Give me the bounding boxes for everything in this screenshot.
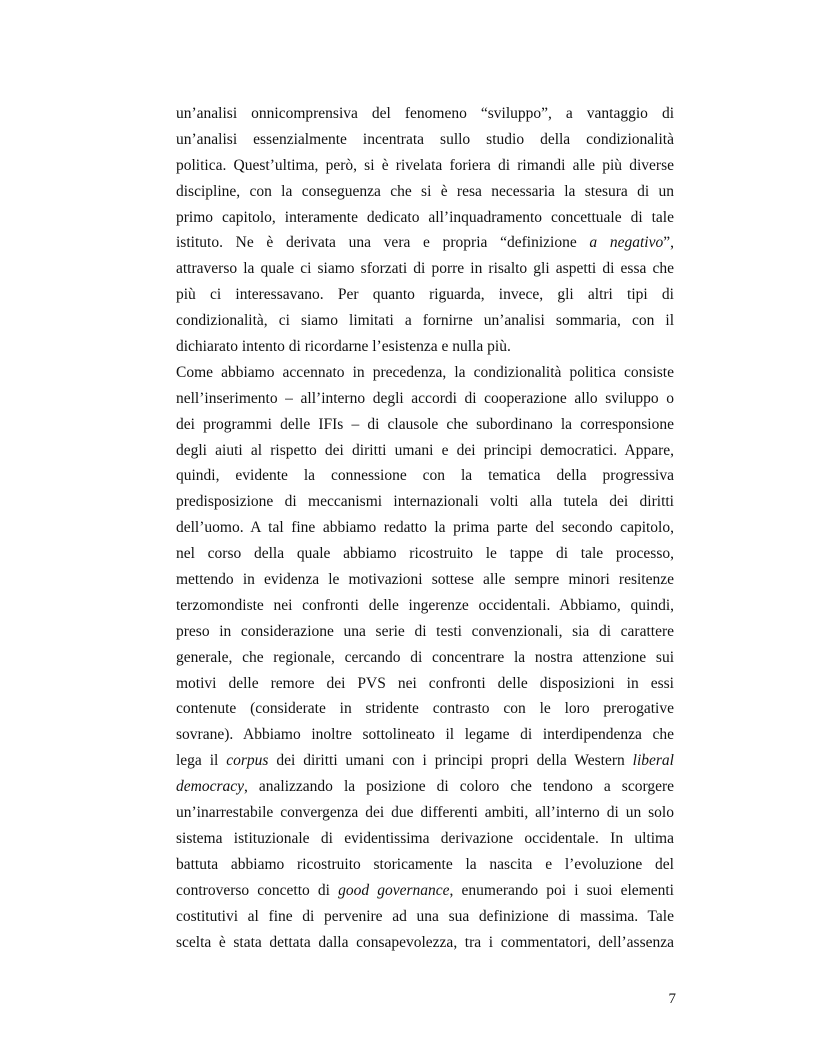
text-run: dei diritti umani con i principi propri della Western (268, 752, 633, 770)
text-line (176, 722, 674, 748)
italic-text: good governance (338, 881, 450, 899)
text-line (176, 127, 674, 153)
text-line (176, 153, 674, 179)
text-run: quindi, evidente la connessione con la tematica della progressiva (176, 467, 674, 485)
body-text (176, 101, 674, 955)
text-line (176, 489, 674, 515)
text-line (176, 515, 674, 541)
paragraph (176, 101, 674, 360)
italic-text: corpus (226, 752, 269, 770)
text-run: preso in considerazione una serie di testi convenzionali, sia di carattere (176, 622, 674, 640)
text-line (176, 541, 674, 567)
text-run: nell’inserimento – all’interno degli accordi di cooperazione allo sviluppo o (176, 389, 674, 407)
text-run: sovrane). Abbiamo inoltre sottolineato il legame di interdipendenza che (176, 726, 674, 744)
text-line (176, 904, 674, 930)
text-line (176, 593, 674, 619)
italic-text: liberal (632, 752, 674, 770)
text-run: politica. Quest’ultima, però, si è rivelata foriera di rimandi alle più diverse (176, 156, 674, 174)
text-line (176, 567, 674, 593)
text-line (176, 774, 674, 800)
text-run: controverso concetto di (176, 881, 339, 899)
text-line (176, 619, 674, 645)
text-line (176, 412, 674, 438)
text-line (176, 671, 674, 697)
text-line (176, 800, 674, 826)
text-line (176, 878, 674, 904)
text-run: dei programmi delle IFIs – di clausole che subordinano la corresponsione (176, 415, 674, 433)
text-run: scelta è stata dettata dalla consapevolezza, tra i commentatori, dell’assenza (176, 933, 674, 951)
text-run: ”, (663, 234, 674, 252)
text-run: un’analisi essenzialmente incentrata sullo studio della condizionalità (176, 130, 674, 148)
paragraph (176, 360, 674, 955)
text-line (176, 179, 674, 205)
text-line (176, 826, 674, 852)
text-run: nel corso della quale abbiamo ricostruito le tappe di tale processo, (176, 545, 674, 563)
italic-text: a negativo (589, 234, 664, 252)
text-run: costitutivi al fine di pervenire ad una sua definizione di massima. Tale (176, 907, 674, 925)
text-line (176, 101, 674, 127)
text-line (176, 230, 674, 256)
text-run: un’inarrestabile convergenza dei due differenti ambiti, all’interno di un solo (176, 804, 674, 822)
italic-text: democracy (176, 778, 244, 796)
page-number: 7 (668, 991, 676, 1007)
text-line (176, 463, 674, 489)
text-line (176, 930, 674, 956)
text-line (176, 334, 674, 360)
text-line (176, 386, 674, 412)
text-run: dell’uomo. A tal fine abbiamo redatto la prima parte del secondo capitolo, (176, 519, 674, 537)
text-line (176, 438, 674, 464)
text-run: un’analisi onnicomprensiva del fenomeno “sviluppo”, a vantaggio di (176, 105, 674, 122)
text-line (176, 852, 674, 878)
text-run: dichiarato intento di ricordarne l’esistenza e nulla più. (176, 338, 511, 356)
text-run: degli aiuti al rispetto dei diritti umani e dei principi democratici. Appare, (176, 441, 674, 459)
text-run: sistema istituzionale di evidentissima derivazione occidentale. In ultima (176, 829, 674, 847)
text-line (176, 308, 674, 334)
text-run: predisposizione di meccanismi internazionali volti alla tutela dei diritti (176, 493, 674, 511)
text-line (176, 282, 674, 308)
text-run: , enumerando poi i suoi elementi (449, 881, 674, 899)
text-run: attraverso la quale ci siamo sforzati di porre in risalto gli aspetti di essa che (176, 260, 674, 278)
text-run: discipline, con la conseguenza che si è resa necessaria la stesura di un (176, 182, 674, 200)
text-line (176, 360, 674, 386)
text-run: istituto. Ne è derivata una vera e propria “definizione (176, 234, 590, 252)
text-run: più ci interessavano. Per quanto riguarda, invece, gli altri tipi di (176, 286, 674, 304)
text-line (176, 205, 674, 231)
text-run: terzomondiste nei confronti delle ingerenze occidentali. Abbiamo, quindi, (176, 596, 674, 614)
text-run: contenute (considerate in stridente contrasto con le loro prerogative (176, 700, 674, 718)
text-run: Come abbiamo accennato in precedenza, la condizionalità politica consiste (176, 363, 674, 381)
text-line (176, 256, 674, 282)
text-line (176, 645, 674, 671)
text-run: battuta abbiamo ricostruito storicamente la nascita e l’evoluzione del (176, 855, 674, 873)
text-run: condizionalità, ci siamo limitati a fornirne un’analisi sommaria, con il (176, 312, 674, 330)
text-run: primo capitolo, interamente dedicato all’inquadramento concettuale di tale (176, 208, 674, 226)
text-line (176, 748, 674, 774)
text-line (176, 696, 674, 722)
text-run: , analizzando la posizione di coloro che tendono a scorgere (244, 778, 674, 796)
text-run: generale, che regionale, cercando di concentrare la nostra attenzione sui (176, 648, 674, 666)
text-run: motivi delle remore dei PVS nei confronti delle disposizioni in essi (176, 674, 674, 692)
text-run: lega il (176, 752, 227, 770)
text-run: mettendo in evidenza le motivazioni sottese alle sempre minori resitenze (176, 571, 674, 589)
